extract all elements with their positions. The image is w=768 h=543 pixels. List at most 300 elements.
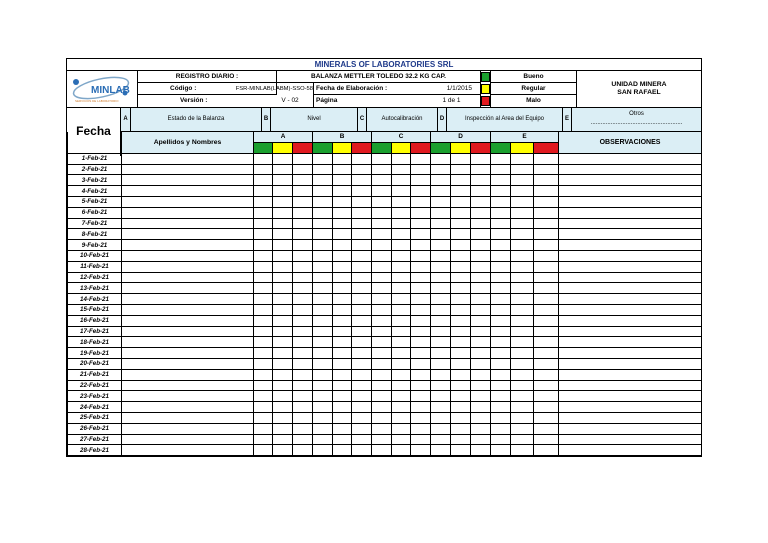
- check-cell[interactable]: [254, 294, 273, 305]
- check-cell[interactable]: [392, 272, 411, 283]
- check-cell[interactable]: [431, 250, 451, 261]
- observaciones-cell[interactable]: [559, 348, 702, 359]
- check-cell[interactable]: [491, 175, 511, 186]
- check-cell[interactable]: [534, 175, 559, 186]
- check-cell[interactable]: [293, 229, 313, 240]
- check-cell[interactable]: [471, 391, 491, 402]
- check-cell[interactable]: [471, 207, 491, 218]
- check-cell[interactable]: [491, 250, 511, 261]
- check-cell[interactable]: [293, 186, 313, 197]
- observaciones-cell[interactable]: [559, 261, 702, 272]
- check-cell[interactable]: [491, 380, 511, 391]
- check-cell[interactable]: [534, 250, 559, 261]
- check-cell[interactable]: [511, 283, 534, 294]
- check-cell[interactable]: [352, 434, 372, 445]
- observaciones-cell[interactable]: [559, 326, 702, 337]
- check-cell[interactable]: [372, 445, 392, 456]
- observaciones-cell[interactable]: [559, 153, 702, 164]
- check-cell[interactable]: [491, 218, 511, 229]
- check-cell[interactable]: [352, 207, 372, 218]
- check-cell[interactable]: [254, 326, 273, 337]
- check-cell[interactable]: [392, 250, 411, 261]
- check-cell[interactable]: [471, 283, 491, 294]
- check-cell[interactable]: [411, 207, 431, 218]
- observaciones-cell[interactable]: [559, 369, 702, 380]
- check-cell[interactable]: [333, 229, 352, 240]
- check-cell[interactable]: [511, 272, 534, 283]
- check-cell[interactable]: [372, 369, 392, 380]
- check-cell[interactable]: [313, 402, 333, 413]
- observaciones-cell[interactable]: [559, 218, 702, 229]
- check-cell[interactable]: [293, 240, 313, 251]
- check-cell[interactable]: [293, 175, 313, 186]
- check-cell[interactable]: [333, 369, 352, 380]
- check-cell[interactable]: [451, 304, 471, 315]
- check-cell[interactable]: [451, 261, 471, 272]
- check-cell[interactable]: [491, 337, 511, 348]
- check-cell[interactable]: [372, 391, 392, 402]
- check-cell[interactable]: [491, 186, 511, 197]
- check-cell[interactable]: [333, 391, 352, 402]
- check-cell[interactable]: [254, 348, 273, 359]
- check-cell[interactable]: [333, 402, 352, 413]
- check-cell[interactable]: [254, 229, 273, 240]
- check-cell[interactable]: [333, 240, 352, 251]
- check-cell[interactable]: [372, 153, 392, 164]
- check-cell[interactable]: [313, 337, 333, 348]
- check-cell[interactable]: [534, 272, 559, 283]
- check-cell[interactable]: [372, 326, 392, 337]
- check-cell[interactable]: [511, 240, 534, 251]
- name-cell[interactable]: [122, 445, 254, 456]
- check-cell[interactable]: [392, 153, 411, 164]
- name-cell[interactable]: [122, 186, 254, 197]
- check-cell[interactable]: [352, 380, 372, 391]
- check-cell[interactable]: [293, 412, 313, 423]
- name-cell[interactable]: [122, 196, 254, 207]
- check-cell[interactable]: [471, 218, 491, 229]
- check-cell[interactable]: [352, 402, 372, 413]
- check-cell[interactable]: [333, 380, 352, 391]
- check-cell[interactable]: [491, 358, 511, 369]
- check-cell[interactable]: [451, 369, 471, 380]
- check-cell[interactable]: [511, 294, 534, 305]
- check-cell[interactable]: [451, 283, 471, 294]
- check-cell[interactable]: [392, 423, 411, 434]
- check-cell[interactable]: [491, 423, 511, 434]
- observaciones-cell[interactable]: [559, 445, 702, 456]
- check-cell[interactable]: [293, 272, 313, 283]
- check-cell[interactable]: [293, 369, 313, 380]
- name-cell[interactable]: [122, 402, 254, 413]
- check-cell[interactable]: [333, 153, 352, 164]
- check-cell[interactable]: [254, 402, 273, 413]
- check-cell[interactable]: [372, 250, 392, 261]
- check-cell[interactable]: [534, 412, 559, 423]
- check-cell[interactable]: [392, 294, 411, 305]
- check-cell[interactable]: [372, 272, 392, 283]
- check-cell[interactable]: [293, 358, 313, 369]
- check-cell[interactable]: [451, 250, 471, 261]
- name-cell[interactable]: [122, 175, 254, 186]
- check-cell[interactable]: [352, 229, 372, 240]
- name-cell[interactable]: [122, 304, 254, 315]
- check-cell[interactable]: [293, 337, 313, 348]
- check-cell[interactable]: [491, 153, 511, 164]
- check-cell[interactable]: [352, 283, 372, 294]
- check-cell[interactable]: [491, 315, 511, 326]
- check-cell[interactable]: [431, 153, 451, 164]
- check-cell[interactable]: [511, 250, 534, 261]
- check-cell[interactable]: [451, 164, 471, 175]
- check-cell[interactable]: [471, 326, 491, 337]
- check-cell[interactable]: [273, 391, 293, 402]
- check-cell[interactable]: [372, 164, 392, 175]
- check-cell[interactable]: [333, 304, 352, 315]
- check-cell[interactable]: [431, 423, 451, 434]
- check-cell[interactable]: [491, 207, 511, 218]
- check-cell[interactable]: [511, 423, 534, 434]
- check-cell[interactable]: [254, 423, 273, 434]
- name-cell[interactable]: [122, 391, 254, 402]
- check-cell[interactable]: [313, 229, 333, 240]
- check-cell[interactable]: [313, 186, 333, 197]
- check-cell[interactable]: [511, 175, 534, 186]
- check-cell[interactable]: [254, 369, 273, 380]
- check-cell[interactable]: [372, 218, 392, 229]
- name-cell[interactable]: [122, 369, 254, 380]
- name-cell[interactable]: [122, 272, 254, 283]
- check-cell[interactable]: [451, 434, 471, 445]
- check-cell[interactable]: [333, 207, 352, 218]
- check-cell[interactable]: [534, 391, 559, 402]
- check-cell[interactable]: [254, 445, 273, 456]
- check-cell[interactable]: [392, 283, 411, 294]
- check-cell[interactable]: [254, 240, 273, 251]
- check-cell[interactable]: [293, 261, 313, 272]
- check-cell[interactable]: [392, 380, 411, 391]
- check-cell[interactable]: [372, 358, 392, 369]
- check-cell[interactable]: [431, 315, 451, 326]
- check-cell[interactable]: [313, 315, 333, 326]
- check-cell[interactable]: [313, 240, 333, 251]
- name-cell[interactable]: [122, 218, 254, 229]
- check-cell[interactable]: [471, 402, 491, 413]
- observaciones-cell[interactable]: [559, 283, 702, 294]
- check-cell[interactable]: [273, 218, 293, 229]
- check-cell[interactable]: [254, 315, 273, 326]
- check-cell[interactable]: [313, 294, 333, 305]
- check-cell[interactable]: [511, 358, 534, 369]
- check-cell[interactable]: [313, 207, 333, 218]
- check-cell[interactable]: [451, 337, 471, 348]
- check-cell[interactable]: [431, 358, 451, 369]
- check-cell[interactable]: [254, 283, 273, 294]
- check-cell[interactable]: [254, 196, 273, 207]
- check-cell[interactable]: [313, 358, 333, 369]
- check-cell[interactable]: [254, 358, 273, 369]
- check-cell[interactable]: [313, 218, 333, 229]
- check-cell[interactable]: [293, 294, 313, 305]
- check-cell[interactable]: [411, 412, 431, 423]
- check-cell[interactable]: [471, 164, 491, 175]
- check-cell[interactable]: [511, 380, 534, 391]
- check-cell[interactable]: [352, 304, 372, 315]
- check-cell[interactable]: [471, 272, 491, 283]
- check-cell[interactable]: [431, 196, 451, 207]
- check-cell[interactable]: [451, 315, 471, 326]
- check-cell[interactable]: [333, 326, 352, 337]
- check-cell[interactable]: [471, 337, 491, 348]
- check-cell[interactable]: [273, 315, 293, 326]
- check-cell[interactable]: [534, 218, 559, 229]
- check-cell[interactable]: [451, 207, 471, 218]
- check-cell[interactable]: [511, 196, 534, 207]
- check-cell[interactable]: [392, 358, 411, 369]
- check-cell[interactable]: [392, 207, 411, 218]
- check-cell[interactable]: [411, 423, 431, 434]
- check-cell[interactable]: [372, 337, 392, 348]
- check-cell[interactable]: [392, 445, 411, 456]
- check-cell[interactable]: [431, 186, 451, 197]
- observaciones-cell[interactable]: [559, 337, 702, 348]
- check-cell[interactable]: [352, 337, 372, 348]
- check-cell[interactable]: [254, 391, 273, 402]
- check-cell[interactable]: [411, 261, 431, 272]
- check-cell[interactable]: [511, 445, 534, 456]
- check-cell[interactable]: [392, 348, 411, 359]
- check-cell[interactable]: [534, 434, 559, 445]
- check-cell[interactable]: [411, 240, 431, 251]
- check-cell[interactable]: [293, 218, 313, 229]
- check-cell[interactable]: [372, 240, 392, 251]
- check-cell[interactable]: [491, 391, 511, 402]
- check-cell[interactable]: [431, 445, 451, 456]
- check-cell[interactable]: [273, 304, 293, 315]
- check-cell[interactable]: [451, 423, 471, 434]
- observaciones-cell[interactable]: [559, 434, 702, 445]
- check-cell[interactable]: [534, 261, 559, 272]
- check-cell[interactable]: [511, 229, 534, 240]
- check-cell[interactable]: [451, 380, 471, 391]
- check-cell[interactable]: [411, 218, 431, 229]
- check-cell[interactable]: [471, 186, 491, 197]
- check-cell[interactable]: [293, 153, 313, 164]
- check-cell[interactable]: [254, 272, 273, 283]
- check-cell[interactable]: [534, 153, 559, 164]
- check-cell[interactable]: [431, 326, 451, 337]
- check-cell[interactable]: [511, 326, 534, 337]
- check-cell[interactable]: [333, 250, 352, 261]
- observaciones-cell[interactable]: [559, 304, 702, 315]
- check-cell[interactable]: [333, 261, 352, 272]
- check-cell[interactable]: [293, 304, 313, 315]
- check-cell[interactable]: [254, 175, 273, 186]
- check-cell[interactable]: [273, 250, 293, 261]
- check-cell[interactable]: [273, 240, 293, 251]
- check-cell[interactable]: [451, 445, 471, 456]
- check-cell[interactable]: [293, 164, 313, 175]
- check-cell[interactable]: [313, 369, 333, 380]
- check-cell[interactable]: [392, 337, 411, 348]
- check-cell[interactable]: [392, 196, 411, 207]
- check-cell[interactable]: [511, 434, 534, 445]
- check-cell[interactable]: [451, 412, 471, 423]
- observaciones-cell[interactable]: [559, 402, 702, 413]
- check-cell[interactable]: [254, 337, 273, 348]
- name-cell[interactable]: [122, 229, 254, 240]
- check-cell[interactable]: [273, 402, 293, 413]
- check-cell[interactable]: [451, 402, 471, 413]
- check-cell[interactable]: [411, 283, 431, 294]
- check-cell[interactable]: [313, 261, 333, 272]
- check-cell[interactable]: [411, 315, 431, 326]
- check-cell[interactable]: [313, 283, 333, 294]
- check-cell[interactable]: [411, 175, 431, 186]
- check-cell[interactable]: [411, 186, 431, 197]
- check-cell[interactable]: [273, 229, 293, 240]
- check-cell[interactable]: [491, 240, 511, 251]
- observaciones-cell[interactable]: [559, 423, 702, 434]
- check-cell[interactable]: [273, 207, 293, 218]
- check-cell[interactable]: [511, 402, 534, 413]
- check-cell[interactable]: [534, 207, 559, 218]
- check-cell[interactable]: [293, 445, 313, 456]
- observaciones-cell[interactable]: [559, 207, 702, 218]
- check-cell[interactable]: [471, 304, 491, 315]
- check-cell[interactable]: [411, 326, 431, 337]
- check-cell[interactable]: [392, 402, 411, 413]
- check-cell[interactable]: [273, 294, 293, 305]
- check-cell[interactable]: [273, 348, 293, 359]
- check-cell[interactable]: [372, 283, 392, 294]
- name-cell[interactable]: [122, 153, 254, 164]
- check-cell[interactable]: [254, 250, 273, 261]
- check-cell[interactable]: [534, 294, 559, 305]
- check-cell[interactable]: [273, 445, 293, 456]
- check-cell[interactable]: [392, 315, 411, 326]
- check-cell[interactable]: [411, 164, 431, 175]
- check-cell[interactable]: [352, 423, 372, 434]
- check-cell[interactable]: [293, 391, 313, 402]
- name-cell[interactable]: [122, 348, 254, 359]
- check-cell[interactable]: [411, 434, 431, 445]
- check-cell[interactable]: [352, 326, 372, 337]
- check-cell[interactable]: [392, 175, 411, 186]
- check-cell[interactable]: [372, 348, 392, 359]
- check-cell[interactable]: [411, 229, 431, 240]
- check-cell[interactable]: [491, 229, 511, 240]
- observaciones-cell[interactable]: [559, 380, 702, 391]
- check-cell[interactable]: [392, 434, 411, 445]
- check-cell[interactable]: [534, 423, 559, 434]
- check-cell[interactable]: [333, 283, 352, 294]
- check-cell[interactable]: [352, 186, 372, 197]
- name-cell[interactable]: [122, 164, 254, 175]
- check-cell[interactable]: [313, 348, 333, 359]
- check-cell[interactable]: [471, 423, 491, 434]
- check-cell[interactable]: [273, 261, 293, 272]
- check-cell[interactable]: [273, 423, 293, 434]
- check-cell[interactable]: [431, 412, 451, 423]
- check-cell[interactable]: [511, 337, 534, 348]
- check-cell[interactable]: [491, 445, 511, 456]
- check-cell[interactable]: [273, 175, 293, 186]
- check-cell[interactable]: [451, 175, 471, 186]
- check-cell[interactable]: [491, 272, 511, 283]
- check-cell[interactable]: [273, 380, 293, 391]
- check-cell[interactable]: [333, 358, 352, 369]
- check-cell[interactable]: [273, 412, 293, 423]
- check-cell[interactable]: [411, 402, 431, 413]
- check-cell[interactable]: [333, 218, 352, 229]
- check-cell[interactable]: [511, 304, 534, 315]
- observaciones-cell[interactable]: [559, 164, 702, 175]
- check-cell[interactable]: [451, 326, 471, 337]
- check-cell[interactable]: [293, 315, 313, 326]
- check-cell[interactable]: [372, 412, 392, 423]
- check-cell[interactable]: [372, 175, 392, 186]
- check-cell[interactable]: [333, 315, 352, 326]
- check-cell[interactable]: [313, 164, 333, 175]
- check-cell[interactable]: [511, 218, 534, 229]
- check-cell[interactable]: [352, 175, 372, 186]
- check-cell[interactable]: [313, 304, 333, 315]
- check-cell[interactable]: [352, 196, 372, 207]
- check-cell[interactable]: [431, 348, 451, 359]
- check-cell[interactable]: [431, 402, 451, 413]
- check-cell[interactable]: [534, 186, 559, 197]
- check-cell[interactable]: [254, 380, 273, 391]
- check-cell[interactable]: [431, 294, 451, 305]
- check-cell[interactable]: [254, 434, 273, 445]
- check-cell[interactable]: [411, 445, 431, 456]
- check-cell[interactable]: [471, 434, 491, 445]
- check-cell[interactable]: [313, 175, 333, 186]
- check-cell[interactable]: [313, 153, 333, 164]
- check-cell[interactable]: [534, 358, 559, 369]
- check-cell[interactable]: [411, 358, 431, 369]
- observaciones-cell[interactable]: [559, 250, 702, 261]
- check-cell[interactable]: [333, 272, 352, 283]
- check-cell[interactable]: [333, 445, 352, 456]
- check-cell[interactable]: [293, 434, 313, 445]
- name-cell[interactable]: [122, 326, 254, 337]
- check-cell[interactable]: [534, 326, 559, 337]
- check-cell[interactable]: [451, 348, 471, 359]
- check-cell[interactable]: [411, 304, 431, 315]
- check-cell[interactable]: [534, 164, 559, 175]
- check-cell[interactable]: [491, 304, 511, 315]
- check-cell[interactable]: [273, 326, 293, 337]
- check-cell[interactable]: [471, 348, 491, 359]
- check-cell[interactable]: [471, 153, 491, 164]
- check-cell[interactable]: [352, 348, 372, 359]
- check-cell[interactable]: [293, 380, 313, 391]
- check-cell[interactable]: [411, 272, 431, 283]
- check-cell[interactable]: [431, 434, 451, 445]
- check-cell[interactable]: [352, 315, 372, 326]
- observaciones-cell[interactable]: [559, 229, 702, 240]
- check-cell[interactable]: [471, 369, 491, 380]
- check-cell[interactable]: [471, 315, 491, 326]
- check-cell[interactable]: [372, 207, 392, 218]
- check-cell[interactable]: [372, 402, 392, 413]
- check-cell[interactable]: [352, 272, 372, 283]
- check-cell[interactable]: [372, 423, 392, 434]
- check-cell[interactable]: [511, 207, 534, 218]
- check-cell[interactable]: [431, 369, 451, 380]
